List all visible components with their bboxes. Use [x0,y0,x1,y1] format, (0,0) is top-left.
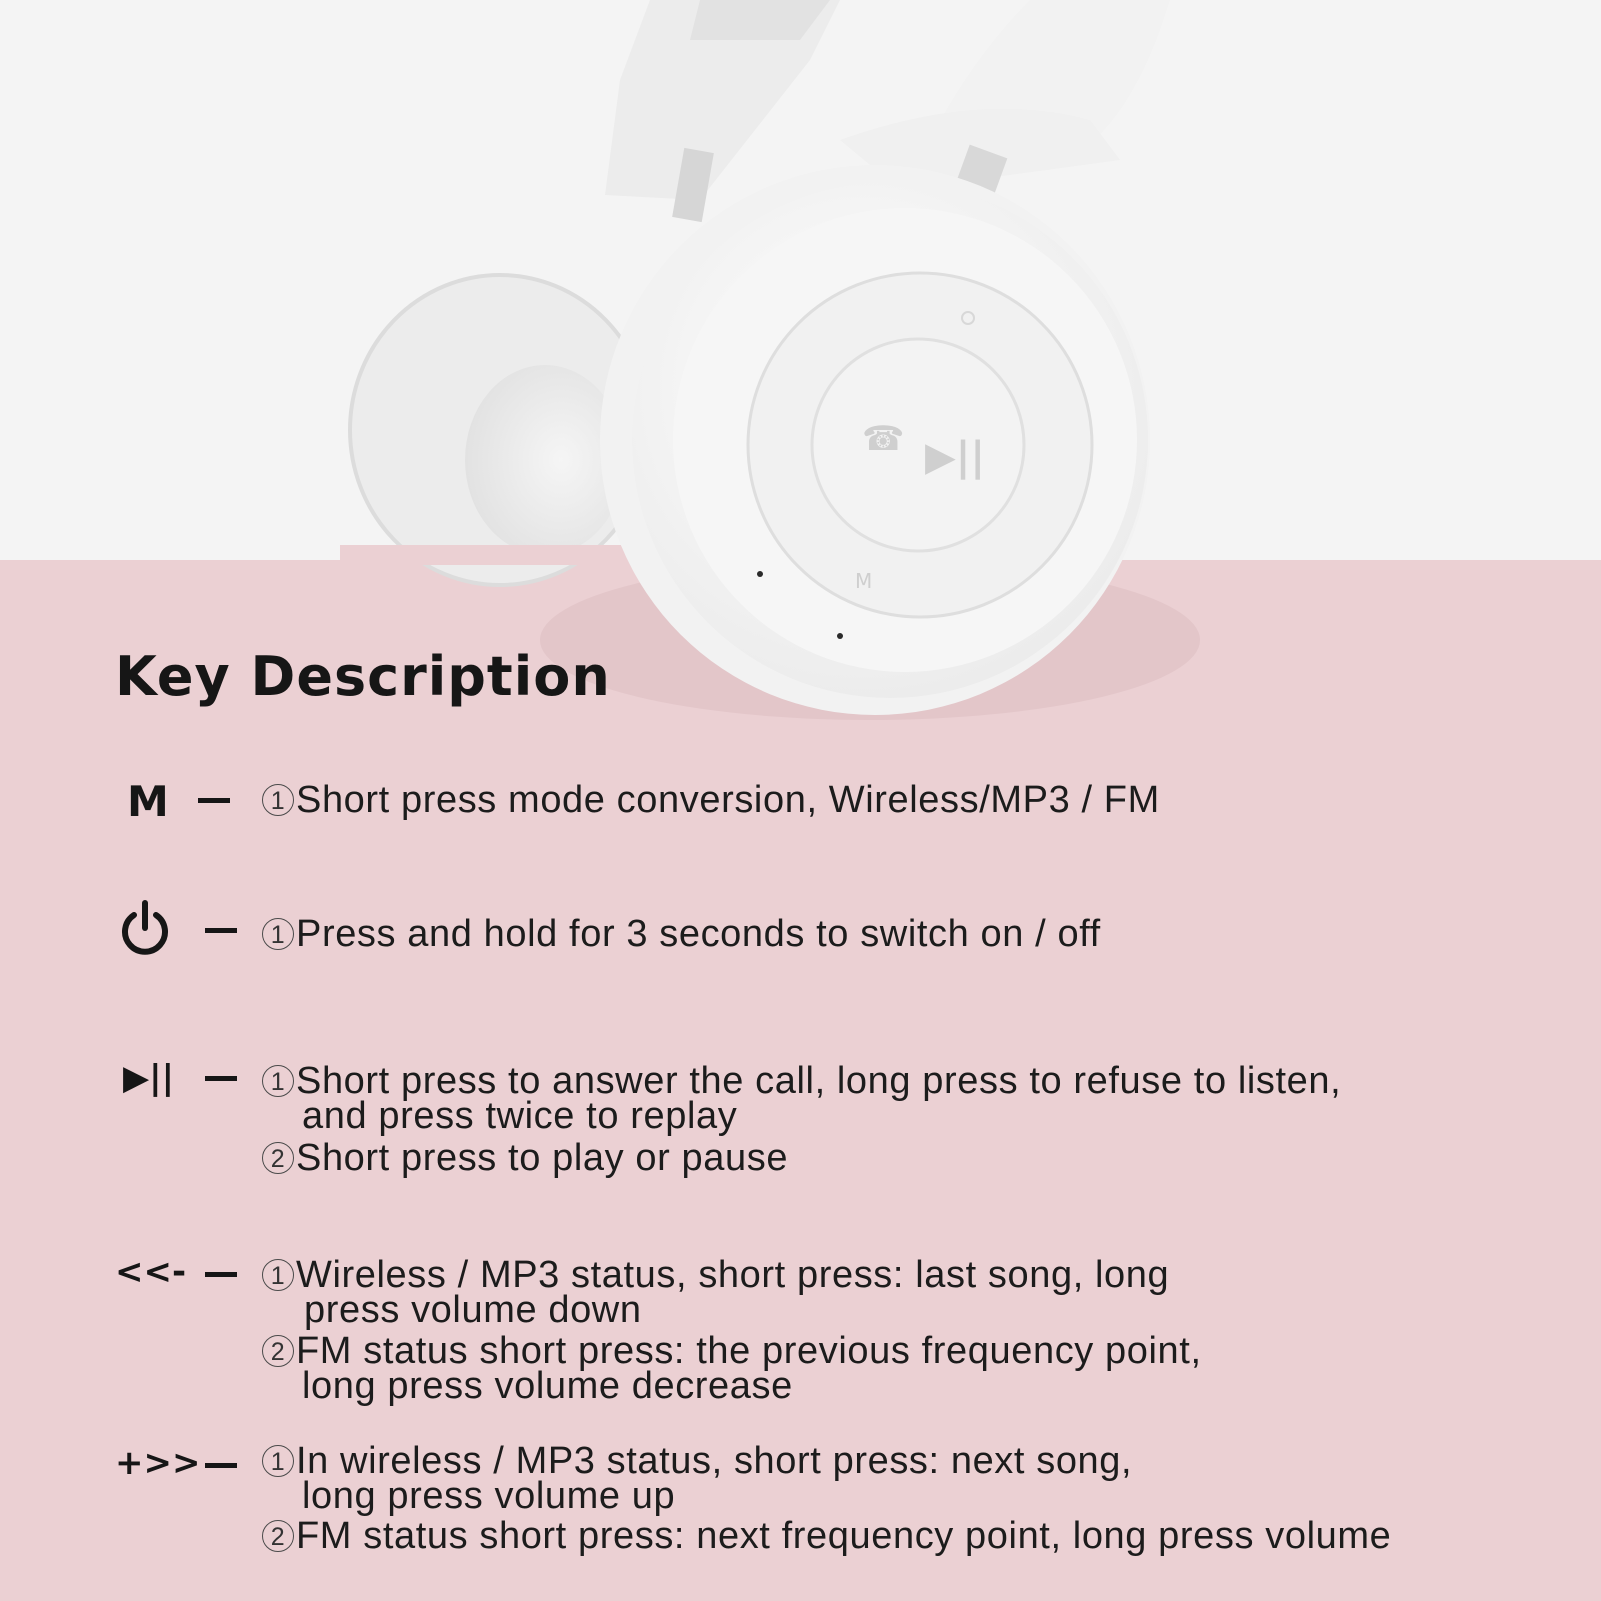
play-pause-icon: ▶|| [123,1058,174,1098]
line-continuation: long press volume decrease [302,1365,793,1407]
line-text: Short press mode conversion, Wireless/MP3 / FM [296,779,1160,821]
page-title: Key Description [115,645,611,708]
power-icon [118,900,172,958]
center-play-label: ▶|| [925,434,985,480]
key-description-line [262,779,1160,821]
dash [198,798,230,803]
line-text: Wireless / MP3 status, short press: last song, long [296,1254,1170,1296]
dash [205,928,237,933]
key-description-line [262,1330,1202,1372]
line-text: In wireless / MP3 status, short press: next song, [296,1440,1133,1482]
step-number: 1 [262,918,294,950]
line-continuation: and press twice to replay [302,1095,738,1137]
step-number: 1 [262,1065,294,1097]
step-number: 1 [262,1259,294,1291]
step-number: 1 [262,1445,294,1477]
line-text: Short press to play or pause [296,1137,789,1179]
mode-key-label: M [855,569,873,593]
step-number: 2 [262,1520,294,1552]
dash [205,1272,237,1277]
key-description-line [262,1440,1133,1482]
line-text: FM status short press: the previous frequency point, [296,1330,1202,1372]
dash [205,1463,237,1468]
key-description-line [262,913,1101,955]
step-number: 1 [262,784,294,816]
step-number: 2 [262,1335,294,1367]
next-volume-up-icon: +>> [115,1443,201,1483]
key-description-line [262,1060,1342,1102]
step-number: 2 [262,1142,294,1174]
line-text: FM status short press: next frequency point, long press volume [296,1515,1392,1557]
line-continuation: press volume down [304,1289,642,1331]
key-description-line [262,1515,1392,1557]
line-text: Short press to answer the call, long press to refuse to listen, [296,1060,1342,1102]
previous-volume-down-icon: <<- [115,1252,187,1292]
dash [205,1076,237,1081]
line-continuation: long press volume up [302,1475,676,1517]
svg-text:☎: ☎ [862,419,905,459]
line-text: Press and hold for 3 seconds to switch on / off [296,913,1101,955]
mode-key-icon: M [127,777,169,826]
key-description-line [262,1137,789,1179]
key-description-line [262,1254,1170,1296]
